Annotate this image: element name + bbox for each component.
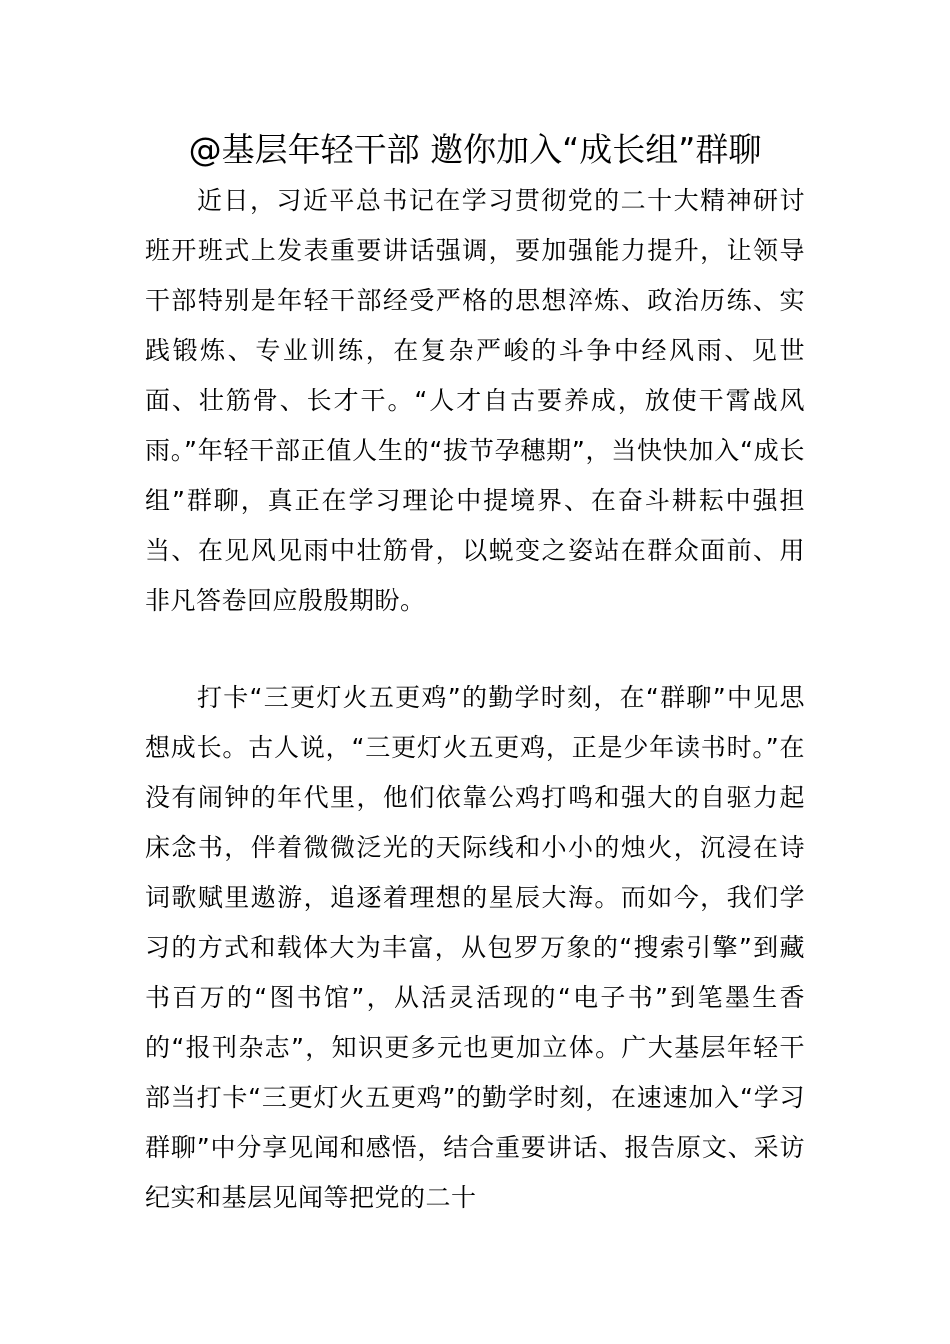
paragraph-2: 打卡“三更灯火五更鸡”的勤学时刻，在“群聊”中见思想成长。古人说，“三更灯火五更鸡，正是少年读书时。”在没有闹钟的年代里，他们依靠公鸡打鸣和强大的自驱力起床念书，伴着微微泛光的天际线和小小的烛火，沉浸在诗词歌赋里遨游，追逐着理想的星辰大海。而如今，我们学习的方式和载体大为丰富，从包罗万象的“搜索引擎”到藏书百万的“图书馆”，从活灵活现的“电子书”到笔墨生香的“报刊杂志”，知识更多元也更加立体。广大基层年轻干部当打卡“三更灯火五更鸡”的勤学时刻，在速速加入“学习群聊”中分享见闻和感悟，结合重要讲话、报告原文、采访纪实和基层见闻等把党的二十 bbox=[145, 683, 805, 1212]
paragraph-1: 近日，习近平总书记在学习贯彻党的二十大精神研讨班开班式上发表重要讲话强调，要加强能力提升，让领导干部特别是年轻干部经受严格的思想淬炼、政治历练、实践锻炼、专业训练，在复杂严峻的斗争中经风雨、见世面、壮筋骨、长才干。“人才自古要养成，放使干霄战风雨。”年轻干部正值人生的“拔节孕穗期”，当快快加入“成长组”群聊，真正在学习理论中提境界、在奋斗耕耘中强担当、在见风见雨中壮筋骨，以蜕变之姿站在群众面前、用非凡答卷回应殷殷期盼。 bbox=[145, 186, 805, 615]
document-title: @基层年轻干部 邀你加入“成长组”群聊 bbox=[188, 130, 762, 169]
